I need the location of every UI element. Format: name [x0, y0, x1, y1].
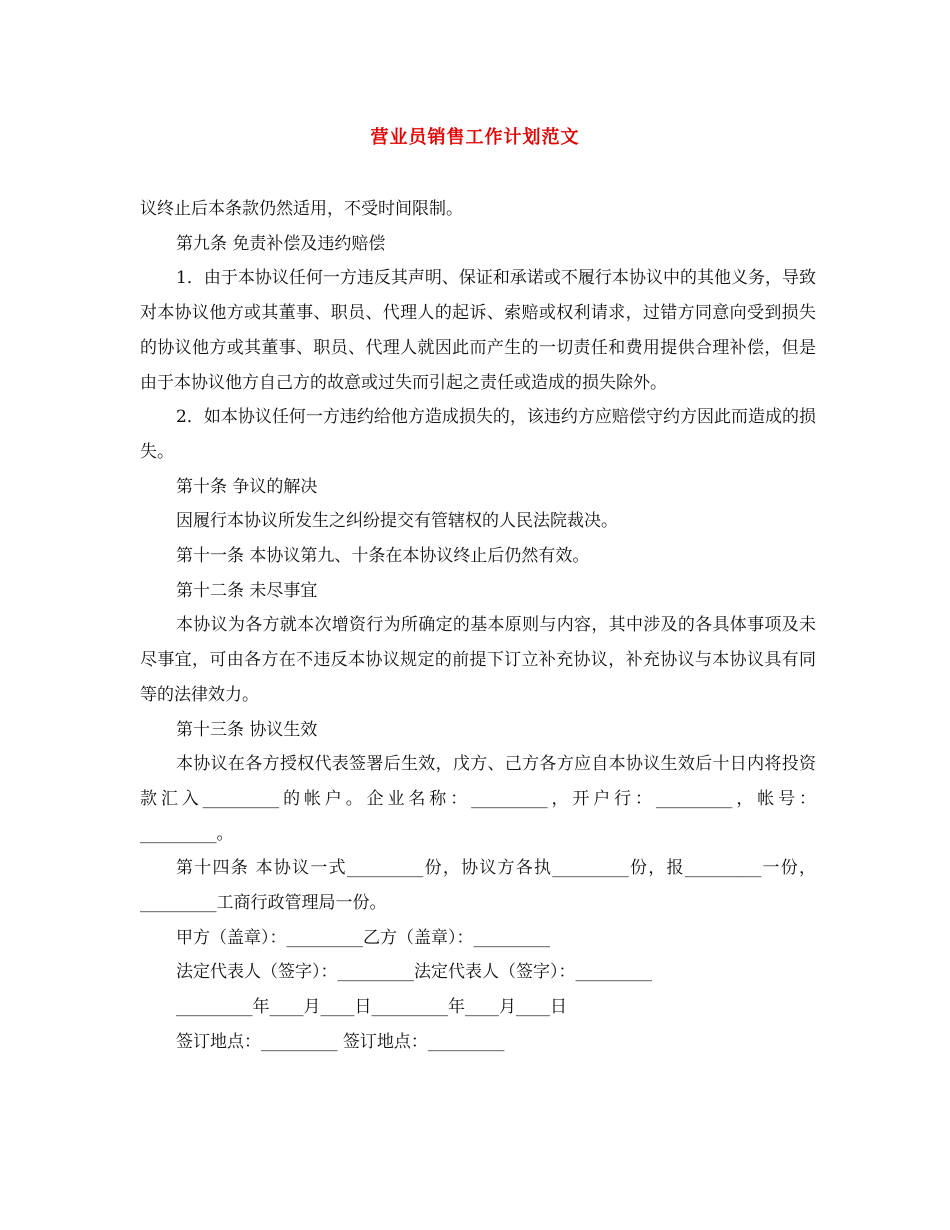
- paragraph: 本协议在各方授权代表签署后生效，戊方、己方各方应自本协议生效后十日内将投资款汇入_________的帐户。企业名称：_________，开户行：_________，帐号：_________。: [140, 754, 816, 844]
- clause-heading: 第十四条 本协议一式_________份，协议方各执_________份，报_________一份，_________工商行政管理局一份。: [140, 858, 816, 914]
- document-body: [140, 192, 816, 1060]
- clause-heading: 第十一条 本协议第九、十条在本协议终止后仍然有效。: [176, 546, 590, 567]
- paragraph: 本协议为各方就本次增资行为所确定的基本原则与内容，其中涉及的各具体事项及未尽事宜，可由各方在不违反本协议规定的前提下订立补充协议，补充协议与本协议具有同等的法律效力。: [140, 615, 816, 705]
- clause-heading: 第十二条 未尽事宜: [176, 580, 318, 601]
- signature-line: 甲方（盖章）：_________乙方（盖章）：_________: [176, 927, 550, 948]
- location-line: 签订地点：_________ 签订地点：_________: [176, 1031, 505, 1052]
- clause-heading: 第十三条 协议生效: [176, 719, 318, 740]
- signature-line: 法定代表人（签字）：_________法定代表人（签字）：_________: [176, 962, 652, 983]
- paragraph: 议终止后本条款仍然适用，不受时间限制。: [140, 199, 463, 219]
- clause-heading: 第九条 免责补偿及违约赔偿: [176, 233, 386, 254]
- paragraph: 1．由于本协议任何一方违反其声明、保证和承诺或不履行本协议中的其他义务，导致对本协议他方或其董事、职员、代理人的起诉、索赔或权利请求，过错方同意向受到损失的协议他方或其董事、职员、代理人就因此而产生的一切责任和费用提供合理补偿，但是由于本协议他方自己方的故意或过失而引起之责任或造成的损失除外。: [140, 268, 816, 393]
- clause-heading: 第十条 争议的解决: [176, 476, 318, 497]
- document-title: 营业员销售工作计划范文: [370, 127, 580, 148]
- date-line: _________年____月____日_________年____月____日: [176, 997, 567, 1018]
- paragraph: 2．如本协议任何一方违约给他方造成损失的，该违约方应赔偿守约方因此而造成的损失。: [140, 407, 816, 462]
- paragraph: 因履行本协议所发生之纠纷提交有管辖权的人民法院裁决。: [176, 511, 618, 532]
